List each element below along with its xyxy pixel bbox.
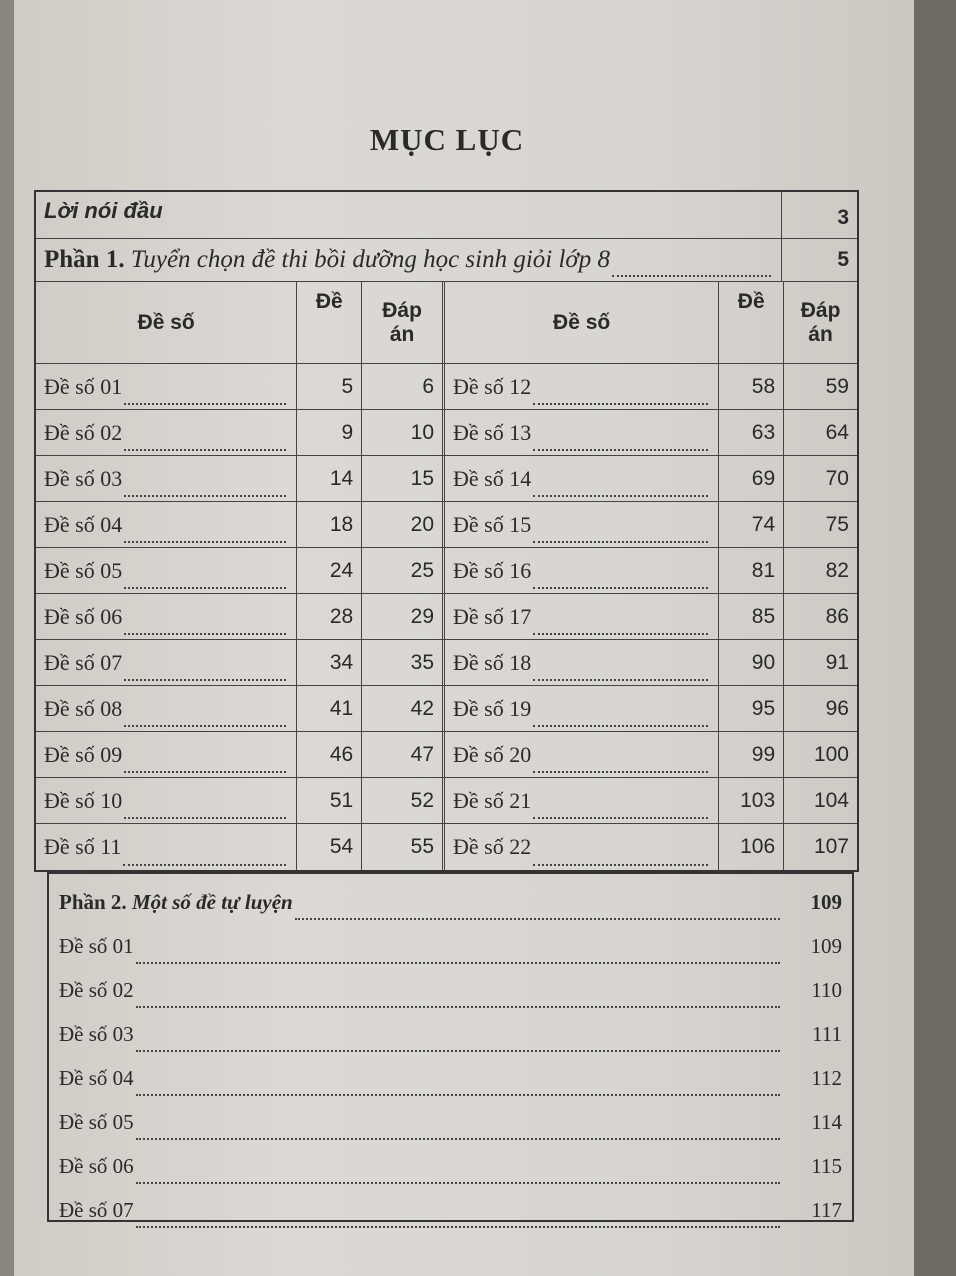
exam-label: Đề số 16 <box>453 557 532 583</box>
part2-heading <box>59 880 842 924</box>
table-row <box>36 594 857 640</box>
exam-label: Đề số 14 <box>453 465 532 491</box>
exam-page: 115 <box>811 1153 842 1178</box>
exam-name <box>36 410 297 455</box>
exam-label: Đề số 02 <box>59 977 134 1002</box>
part2-box <box>47 872 854 1222</box>
exam-label: Đề số 04 <box>59 1065 134 1090</box>
answer-page: 6 <box>362 364 445 409</box>
exam-page: 106 <box>719 824 784 870</box>
part2-page: 109 <box>810 889 842 914</box>
exam-page: 99 <box>719 732 784 777</box>
exam-page: 117 <box>811 1197 842 1222</box>
exam-label: Đề số 13 <box>453 419 532 445</box>
exam-page: 18 <box>297 502 362 547</box>
leader-dots <box>533 679 708 681</box>
leader-dots <box>124 403 286 405</box>
answer-page: 55 <box>362 824 445 870</box>
exam-label: Đề số 03 <box>44 465 123 491</box>
answer-page: 20 <box>362 502 445 547</box>
leader-dots <box>136 1138 780 1140</box>
exam-label: Đề số 21 <box>453 787 532 813</box>
exam-page: 90 <box>719 640 784 685</box>
exam-label: Đề số 05 <box>44 557 123 583</box>
header-de: Đề <box>719 282 784 363</box>
answer-page: 107 <box>813 835 849 858</box>
exam-page: 14 <box>297 456 362 501</box>
exam-page: 85 <box>719 594 784 639</box>
exam-page: 110 <box>811 977 842 1002</box>
leader-dots <box>533 771 708 773</box>
answer-page: 70 <box>825 466 849 490</box>
exam-name <box>445 640 719 685</box>
list-item <box>59 1056 842 1100</box>
exam-name <box>36 548 297 593</box>
answer-page: 104 <box>813 788 849 812</box>
part1-heading <box>36 239 782 281</box>
exam-label: Đề số 22 <box>453 834 532 859</box>
header-de-so: Đề số <box>445 282 719 363</box>
exam-name <box>36 778 297 823</box>
leader-dots <box>533 817 708 819</box>
table-row <box>36 778 857 824</box>
table-row <box>36 456 857 502</box>
exam-label: Đề số 08 <box>44 695 123 721</box>
exam-page: 51 <box>297 778 362 823</box>
part1-row <box>36 239 857 282</box>
table-row <box>36 640 857 686</box>
header-de: Đề <box>297 282 362 363</box>
leader-dots <box>124 725 286 727</box>
answer-page: 47 <box>362 732 445 777</box>
exam-page: 74 <box>719 502 784 547</box>
answer-page: 91 <box>825 650 849 674</box>
exam-page: 5 <box>297 364 362 409</box>
leader-dots <box>136 1050 780 1052</box>
exam-label: Đề số 15 <box>453 511 532 537</box>
answer-page: 25 <box>362 548 445 593</box>
exam-name <box>36 364 297 409</box>
exam-page: 103 <box>719 778 784 823</box>
leader-dots <box>612 275 771 277</box>
leader-dots <box>124 449 286 451</box>
answer-page: 10 <box>362 410 445 455</box>
exam-name <box>36 456 297 501</box>
exam-name <box>445 410 719 455</box>
exam-label: Đề số 01 <box>44 373 123 399</box>
exam-page: 69 <box>719 456 784 501</box>
table-row <box>36 686 857 732</box>
table-row <box>36 732 857 778</box>
leader-dots <box>124 633 286 635</box>
exam-name <box>36 732 297 777</box>
exam-page: 24 <box>297 548 362 593</box>
exam-label: Đề số 02 <box>44 419 123 445</box>
exam-name <box>445 778 719 823</box>
list-item <box>59 968 842 1012</box>
leader-dots <box>533 495 708 497</box>
exam-page: 114 <box>811 1109 842 1134</box>
exam-page: 41 <box>297 686 362 731</box>
exam-label: Đề số 03 <box>59 1021 134 1046</box>
exam-label: Đề số 09 <box>44 741 123 767</box>
leader-dots <box>533 541 708 543</box>
leader-dots <box>533 587 708 589</box>
leader-dots <box>136 962 780 964</box>
exam-page: 111 <box>812 1021 842 1046</box>
exam-page: 9 <box>297 410 362 455</box>
intro-page: 3 <box>837 206 849 229</box>
leader-dots <box>533 449 708 451</box>
leader-dots <box>124 587 286 589</box>
exam-page: 95 <box>719 686 784 731</box>
part1-page: 5 <box>837 248 849 271</box>
exam-name <box>445 364 719 409</box>
table-row <box>36 410 857 456</box>
exam-label: Đề số 05 <box>59 1109 134 1134</box>
answer-page: 75 <box>825 512 849 536</box>
exam-name <box>36 502 297 547</box>
answer-page: 100 <box>813 742 849 766</box>
exam-name <box>445 824 719 870</box>
exam-label: Đề số 12 <box>453 373 532 399</box>
exam-page: 28 <box>297 594 362 639</box>
document-page <box>14 0 914 1276</box>
answer-page: 64 <box>825 420 849 444</box>
exam-name <box>445 548 719 593</box>
answer-page: 29 <box>362 594 445 639</box>
answer-page: 42 <box>362 686 445 731</box>
exam-label: Đề số 19 <box>453 695 532 721</box>
exam-label: Đề số 17 <box>453 603 532 629</box>
header-de-so: Đề số <box>36 282 297 363</box>
leader-dots <box>136 1094 780 1096</box>
leader-dots <box>533 864 708 866</box>
exam-label: Đề số 01 <box>59 933 134 958</box>
leader-dots <box>136 1226 780 1228</box>
list-item <box>59 1144 842 1188</box>
exam-name <box>445 732 719 777</box>
exam-page: 58 <box>719 364 784 409</box>
answer-page: 52 <box>362 778 445 823</box>
header-dap-an: Đáp án <box>800 298 841 346</box>
exam-label: Đề số 11 <box>44 834 122 859</box>
exam-name <box>36 594 297 639</box>
part2-prefix: Phần 2. <box>59 889 127 914</box>
exam-name <box>36 640 297 685</box>
exam-name <box>445 686 719 731</box>
exam-page: 54 <box>297 824 362 870</box>
exam-name <box>445 456 719 501</box>
leader-dots <box>124 679 286 681</box>
exam-name <box>445 594 719 639</box>
exam-name <box>36 686 297 731</box>
page-title: MỤC LỤC <box>369 122 525 157</box>
leader-dots <box>123 864 286 866</box>
exam-page: 112 <box>811 1065 842 1090</box>
contents-table <box>34 190 859 872</box>
list-item <box>59 1188 842 1232</box>
exam-page: 63 <box>719 410 784 455</box>
intro-row <box>36 192 857 239</box>
intro-label: Lời nói đầu <box>36 192 782 238</box>
table-row <box>36 548 857 594</box>
exam-label: Đề số 06 <box>44 603 123 629</box>
table-row <box>36 502 857 548</box>
exam-label: Đề số 10 <box>44 787 123 813</box>
header-row <box>36 282 857 364</box>
leader-dots <box>124 817 286 819</box>
part1-title: Tuyển chọn đề thi bồi dưỡng học sinh giỏi lớp 8 <box>130 246 611 273</box>
list-item <box>59 1012 842 1056</box>
leader-dots <box>295 918 780 920</box>
leader-dots <box>124 771 286 773</box>
leader-dots <box>533 725 708 727</box>
page-edge <box>0 0 14 1276</box>
leader-dots <box>124 541 286 543</box>
answer-page: 86 <box>825 604 849 628</box>
exam-name <box>445 502 719 547</box>
answer-page: 59 <box>825 374 849 398</box>
list-item <box>59 924 842 968</box>
exam-label: Đề số 18 <box>453 649 532 675</box>
exam-label: Đề số 07 <box>59 1197 134 1222</box>
leader-dots <box>136 1006 780 1008</box>
exam-label: Đề số 06 <box>59 1153 134 1178</box>
exam-name <box>36 824 297 870</box>
table-row <box>36 824 857 870</box>
leader-dots <box>136 1182 780 1184</box>
exam-label: Đề số 04 <box>44 511 123 537</box>
answer-page: 15 <box>362 456 445 501</box>
part2-title: Một số đề tự luyện <box>131 889 293 914</box>
list-item <box>59 1100 842 1144</box>
answer-page: 96 <box>825 696 849 720</box>
header-dap-an: Đáp án <box>362 282 445 363</box>
exam-page: 81 <box>719 548 784 593</box>
table-row <box>36 364 857 410</box>
leader-dots <box>124 495 286 497</box>
leader-dots <box>533 403 708 405</box>
exam-page: 46 <box>297 732 362 777</box>
part1-prefix: Phần 1. <box>44 246 125 273</box>
exam-label: Đề số 07 <box>44 649 123 675</box>
exam-page: 34 <box>297 640 362 685</box>
exam-page: 109 <box>810 933 842 958</box>
exam-label: Đề số 20 <box>453 741 532 767</box>
answer-page: 82 <box>825 558 849 582</box>
answer-page: 35 <box>362 640 445 685</box>
leader-dots <box>533 633 708 635</box>
